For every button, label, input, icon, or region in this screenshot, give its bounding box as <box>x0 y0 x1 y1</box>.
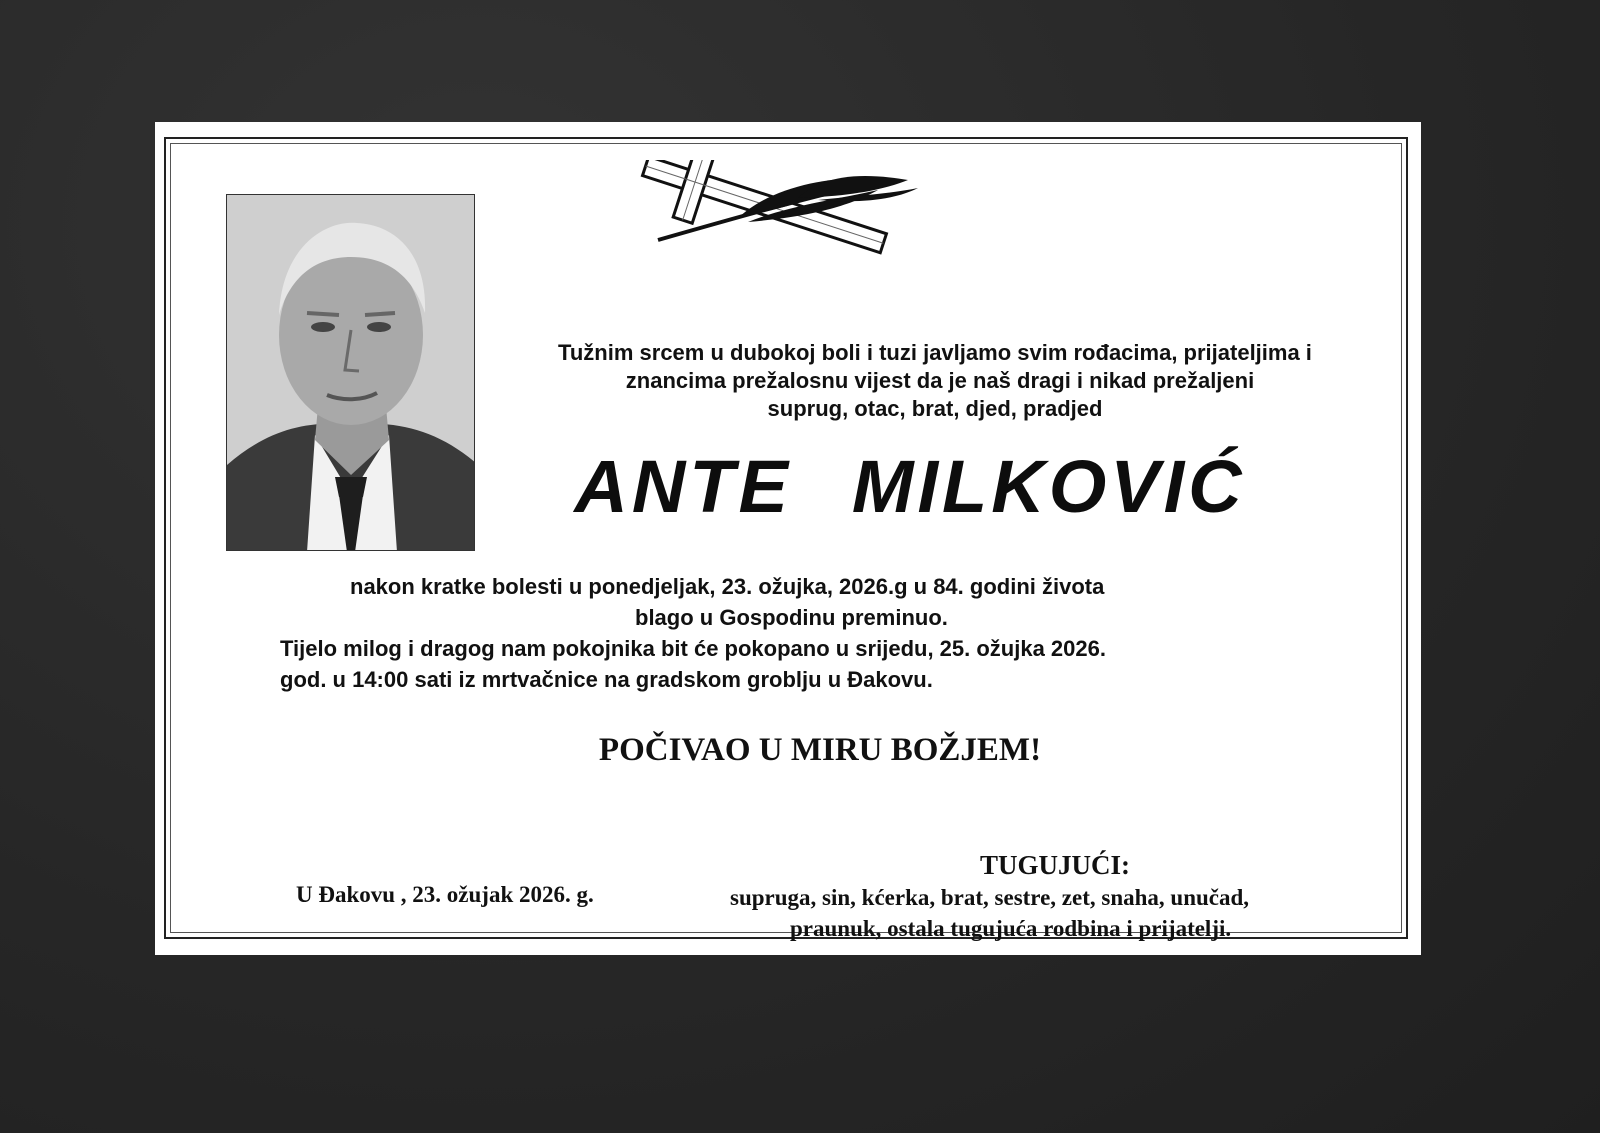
place-and-date: U Đakovu , 23. ožujak 2026. g. <box>296 882 594 907</box>
announcement-body <box>270 571 1350 695</box>
intro-line: Tužnim srcem u dubokoj boli i tuzi javljamo svim rođacima, prijateljima i <box>558 340 1312 365</box>
mourners-list <box>720 882 1320 944</box>
deceased-name <box>490 444 1330 529</box>
body-line: Tijelo milog i dragog nam pokojnika bit će pokopano u srijedu, 25. ožujka 2026. <box>280 636 1106 661</box>
portrait-photo <box>226 194 475 551</box>
cross-palm-icon <box>618 160 948 260</box>
mourners-line: supruga, sin, kćerka, brat, sestre, zet, snaha, unučad, <box>730 885 1250 910</box>
intro-line: znancima prežalosnu vijest da je naš dragi i nikad prežaljeni <box>625 368 1255 393</box>
body-line: nakon kratke bolesti u ponedjeljak, 23. ožujka, 2026.g u 84. godini života <box>350 574 1105 599</box>
intro-line: suprug, otac, brat, djed, pradjed <box>767 396 1103 421</box>
body-line: god. u 14:00 sati iz mrtvačnice na gradskom groblju u Đakovu. <box>280 667 933 692</box>
deceased-last-name: MILKOVIĆ <box>851 445 1246 528</box>
intro-text <box>470 339 1400 423</box>
closing-blessing: POČIVAO U MIRU BOŽJEM! <box>598 732 1042 768</box>
body-line: blago u Gospodinu preminuo. <box>635 605 948 630</box>
deceased-first-name: ANTE <box>574 445 792 528</box>
mourners-line: praunuk, ostala tugujuća rodbina i prijatelji. <box>790 916 1232 941</box>
mourners-heading: TUGUJUĆI: <box>980 850 1131 880</box>
